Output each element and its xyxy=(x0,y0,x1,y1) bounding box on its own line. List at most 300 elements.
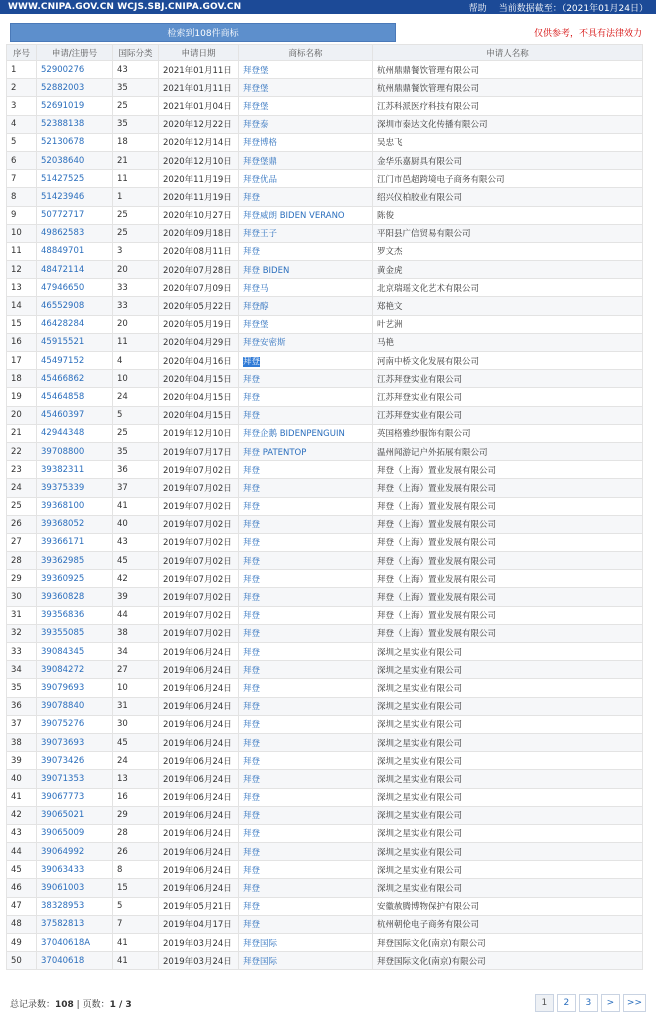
apply-date: 2020年12月14日 xyxy=(159,133,239,151)
reg-number-link[interactable]: 52900276 xyxy=(37,61,113,79)
mark-name-link[interactable]: 拜登 xyxy=(239,643,373,661)
reg-number-link[interactable]: 39360828 xyxy=(37,588,113,606)
intl-class: 25 xyxy=(113,224,159,242)
table-row xyxy=(7,588,643,606)
intl-class: 35 xyxy=(113,79,159,97)
row-index: 38 xyxy=(7,733,37,751)
reg-number-link[interactable]: 39084272 xyxy=(37,661,113,679)
applicant-name: 绍兴仪柏胶业有限公司 xyxy=(373,188,643,206)
applicant-name: 深圳之星实业有限公司 xyxy=(373,770,643,788)
table-row xyxy=(7,242,643,260)
applicant-name: 拜登（上海）置业发展有限公司 xyxy=(373,461,643,479)
reg-number-link[interactable]: 39073426 xyxy=(37,752,113,770)
applicant-name: 深圳之星实业有限公司 xyxy=(373,733,643,751)
table-row xyxy=(7,861,643,879)
row-index: 40 xyxy=(7,770,37,788)
reg-number-link[interactable]: 39078840 xyxy=(37,697,113,715)
apply-date: 2019年06月24日 xyxy=(159,843,239,861)
table-row xyxy=(7,497,643,515)
apply-date: 2019年06月24日 xyxy=(159,661,239,679)
mark-name-link[interactable]: 拜登 xyxy=(239,879,373,897)
help-link[interactable]: 帮助 xyxy=(468,3,487,14)
table-row xyxy=(7,570,643,588)
reg-number-link[interactable]: 39360925 xyxy=(37,570,113,588)
applicant-name: 吴忠飞 xyxy=(373,133,643,151)
next-page-button[interactable]: > xyxy=(601,994,620,1012)
row-index: 44 xyxy=(7,843,37,861)
mark-name-link[interactable]: 拜登博格 xyxy=(239,133,373,151)
mark-name-link[interactable]: 拜登堡 xyxy=(239,79,373,97)
row-index: 6 xyxy=(7,151,37,169)
reg-number-link[interactable]: 42944348 xyxy=(37,424,113,442)
reg-number-link[interactable]: 45460397 xyxy=(37,406,113,424)
row-index: 22 xyxy=(7,442,37,460)
intl-class: 41 xyxy=(113,497,159,515)
apply-date: 2019年06月24日 xyxy=(159,861,239,879)
reg-number-link[interactable]: 39366171 xyxy=(37,533,113,551)
table-row xyxy=(7,61,643,79)
mark-name-link[interactable]: 拜登 xyxy=(239,752,373,770)
col-header-reg-no: 申请/注册号 xyxy=(37,45,113,61)
intl-class: 11 xyxy=(113,333,159,351)
row-index: 10 xyxy=(7,224,37,242)
table-row xyxy=(7,261,643,279)
table-row xyxy=(7,133,643,151)
mark-name-link[interactable]: 拜登 xyxy=(239,806,373,824)
apply-date: 2019年07月02日 xyxy=(159,552,239,570)
row-index: 50 xyxy=(7,952,37,970)
apply-date: 2019年06月24日 xyxy=(159,733,239,751)
reg-number-link[interactable]: 51423946 xyxy=(37,188,113,206)
reg-number-link[interactable]: 39061003 xyxy=(37,879,113,897)
intl-class: 25 xyxy=(113,206,159,224)
summary-separator: | xyxy=(73,999,83,1010)
mark-name-link[interactable]: 拜登 xyxy=(239,497,373,515)
reg-number-link[interactable]: 39368100 xyxy=(37,497,113,515)
row-index: 26 xyxy=(7,515,37,533)
mark-name-link[interactable]: 拜登堡鼎 xyxy=(239,151,373,169)
apply-date: 2019年06月24日 xyxy=(159,879,239,897)
mark-name-link[interactable]: 拜登国际 xyxy=(239,952,373,970)
row-index: 39 xyxy=(7,752,37,770)
reg-number-link[interactable]: 45466862 xyxy=(37,370,113,388)
mark-name-link[interactable]: 拜登 xyxy=(239,242,373,260)
mark-name-link[interactable]: 拜登 xyxy=(239,570,373,588)
row-index: 14 xyxy=(7,297,37,315)
reg-number-link[interactable]: 50772717 xyxy=(37,206,113,224)
table-row xyxy=(7,515,643,533)
table-row xyxy=(7,315,643,333)
table-row xyxy=(7,206,643,224)
applicant-name: 江苏拜登实业有限公司 xyxy=(373,406,643,424)
reg-number-link[interactable]: 39355085 xyxy=(37,624,113,642)
intl-class: 25 xyxy=(113,97,159,115)
table-row xyxy=(7,170,643,188)
applicant-name: 平阳县广信贸易有限公司 xyxy=(373,224,643,242)
reg-number-link[interactable]: 39071353 xyxy=(37,770,113,788)
intl-class: 1 xyxy=(113,188,159,206)
mark-name-link[interactable]: 拜登 xyxy=(239,515,373,533)
mark-name-link[interactable]: 拜登 xyxy=(239,406,373,424)
applicant-name: 深圳之星实业有限公司 xyxy=(373,679,643,697)
mark-name-link[interactable]: 拜登 xyxy=(239,461,373,479)
applicant-name: 河南中桥文化发展有限公司 xyxy=(373,352,643,370)
intl-class: 4 xyxy=(113,352,159,370)
reg-number-link[interactable]: 52388138 xyxy=(37,115,113,133)
mark-name-link[interactable]: 拜登 xyxy=(239,824,373,842)
applicant-name: 杭州朝伦电子商务有限公司 xyxy=(373,915,643,933)
applicant-name: 拜登（上海）置业发展有限公司 xyxy=(373,552,643,570)
intl-class: 16 xyxy=(113,788,159,806)
apply-date: 2019年06月24日 xyxy=(159,752,239,770)
intl-class: 39 xyxy=(113,588,159,606)
row-index: 19 xyxy=(7,388,37,406)
row-index: 35 xyxy=(7,679,37,697)
apply-date: 2020年12月10日 xyxy=(159,151,239,169)
intl-class: 41 xyxy=(113,934,159,952)
intl-class: 25 xyxy=(113,424,159,442)
apply-date: 2019年12月10日 xyxy=(159,424,239,442)
mark-name-link[interactable]: 拜登王子 xyxy=(239,224,373,242)
table-row xyxy=(7,224,643,242)
site-url: WWW.CNIPA.GOV.CN WCJS.SBJ.CNIPA.GOV.CN xyxy=(8,2,242,12)
total-label: 总记录数： xyxy=(10,999,56,1010)
mark-name-link[interactable]: 拜登 xyxy=(239,588,373,606)
mark-name-link[interactable]: 拜登 xyxy=(239,843,373,861)
mark-name-link[interactable]: 拜登 xyxy=(239,552,373,570)
reg-number-link[interactable]: 45497152 xyxy=(37,352,113,370)
row-index: 30 xyxy=(7,588,37,606)
applicant-name: 拜登（上海）置业发展有限公司 xyxy=(373,479,643,497)
table-row xyxy=(7,461,643,479)
mark-name-link[interactable]: 拜登泰 xyxy=(239,115,373,133)
table-row xyxy=(7,661,643,679)
apply-date: 2020年08月11日 xyxy=(159,242,239,260)
row-index: 7 xyxy=(7,170,37,188)
apply-date: 2020年07月28日 xyxy=(159,261,239,279)
reg-number-link[interactable]: 39084345 xyxy=(37,643,113,661)
row-index: 31 xyxy=(7,606,37,624)
reg-number-link[interactable]: 39368052 xyxy=(37,515,113,533)
apply-date: 2021年01月11日 xyxy=(159,79,239,97)
applicant-name: 江苏拜登实业有限公司 xyxy=(373,388,643,406)
intl-class: 38 xyxy=(113,624,159,642)
reg-number-link[interactable]: 52130678 xyxy=(37,133,113,151)
mark-name-link[interactable]: 拜登国际 xyxy=(239,934,373,952)
mark-name-link[interactable]: 拜登 xyxy=(239,715,373,733)
reg-number-link[interactable]: 39067773 xyxy=(37,788,113,806)
applicant-name: 江苏拜登实业有限公司 xyxy=(373,370,643,388)
intl-class: 37 xyxy=(113,479,159,497)
applicant-name: 杭州鼎鼎餐饮管理有限公司 xyxy=(373,61,643,79)
mark-name-link[interactable]: 拜登醇 xyxy=(239,297,373,315)
apply-date: 2019年06月24日 xyxy=(159,770,239,788)
applicant-name: 温州闻游记户外拓展有限公司 xyxy=(373,442,643,460)
mark-name-link[interactable]: 拜登 xyxy=(239,788,373,806)
intl-class: 10 xyxy=(113,679,159,697)
mark-name-link[interactable]: 拜登 PATENTOP xyxy=(239,442,373,460)
col-header-date: 申请日期 xyxy=(159,45,239,61)
intl-class: 31 xyxy=(113,697,159,715)
apply-date: 2020年05月19日 xyxy=(159,315,239,333)
applicant-name: 拜登（上海）置业发展有限公司 xyxy=(373,515,643,533)
apply-date: 2019年07月17日 xyxy=(159,442,239,460)
mark-name-link[interactable]: 拜登安密斯 xyxy=(239,333,373,351)
reg-number-link[interactable]: 39063433 xyxy=(37,861,113,879)
applicant-name: 罗文杰 xyxy=(373,242,643,260)
apply-date: 2021年01月11日 xyxy=(159,61,239,79)
mark-name-link[interactable]: 拜登 xyxy=(239,697,373,715)
intl-class: 24 xyxy=(113,752,159,770)
apply-date: 2019年06月24日 xyxy=(159,806,239,824)
table-row xyxy=(7,442,643,460)
reg-number-link[interactable]: 45915521 xyxy=(37,333,113,351)
reg-number-link[interactable]: 51427525 xyxy=(37,170,113,188)
row-index: 42 xyxy=(7,806,37,824)
intl-class: 29 xyxy=(113,806,159,824)
page-count: 1 / 3 xyxy=(109,999,132,1010)
mark-name-link[interactable]: 拜登 xyxy=(239,770,373,788)
table-row xyxy=(7,752,643,770)
applicant-name: 深圳之星实业有限公司 xyxy=(373,824,643,842)
reg-number-link[interactable]: 49862583 xyxy=(37,224,113,242)
reg-number-link[interactable]: 39073693 xyxy=(37,733,113,751)
applicant-name: 拜登（上海）置业发展有限公司 xyxy=(373,570,643,588)
table-row xyxy=(7,679,643,697)
reg-number-link[interactable]: 47946650 xyxy=(37,279,113,297)
table-row xyxy=(7,352,643,370)
reg-number-link[interactable]: 52038640 xyxy=(37,151,113,169)
apply-date: 2019年07月02日 xyxy=(159,588,239,606)
row-index: 36 xyxy=(7,697,37,715)
intl-class: 35 xyxy=(113,442,159,460)
pages-label: 页数： xyxy=(82,999,110,1010)
reg-number-link[interactable]: 45464858 xyxy=(37,388,113,406)
table-row xyxy=(7,643,643,661)
page-2-button[interactable]: 2 xyxy=(557,994,576,1012)
table-row xyxy=(7,770,643,788)
row-index: 47 xyxy=(7,897,37,915)
intl-class: 11 xyxy=(113,170,159,188)
row-index: 12 xyxy=(7,261,37,279)
row-index: 13 xyxy=(7,279,37,297)
reg-number-link[interactable]: 39065009 xyxy=(37,824,113,842)
reg-number-link[interactable]: 39382311 xyxy=(37,461,113,479)
applicant-name: 北京瑞瑶文化艺术有限公司 xyxy=(373,279,643,297)
mark-name-link[interactable]: 拜登 xyxy=(239,388,373,406)
row-index: 23 xyxy=(7,461,37,479)
footer xyxy=(0,991,656,1015)
intl-class: 40 xyxy=(113,515,159,533)
applicant-name: 江苏科派医疗科技有限公司 xyxy=(373,97,643,115)
intl-class: 42 xyxy=(113,570,159,588)
intl-class: 20 xyxy=(113,261,159,279)
applicant-name: 深圳之星实业有限公司 xyxy=(373,843,643,861)
apply-date: 2019年06月24日 xyxy=(159,788,239,806)
col-header-applicant: 申请人名称 xyxy=(373,45,643,61)
applicant-name: 拜登（上海）置业发展有限公司 xyxy=(373,606,643,624)
apply-date: 2019年06月24日 xyxy=(159,697,239,715)
disclaimer: 仅供参考，不具有法律效力 xyxy=(533,29,642,39)
apply-date: 2019年06月24日 xyxy=(159,679,239,697)
mark-name-link[interactable]: 拜登堡 xyxy=(239,97,373,115)
apply-date: 2019年06月24日 xyxy=(159,824,239,842)
mark-name-link[interactable]: 拜登 xyxy=(239,861,373,879)
apply-date: 2019年07月02日 xyxy=(159,497,239,515)
table-row xyxy=(7,697,643,715)
intl-class: 18 xyxy=(113,133,159,151)
intl-class: 43 xyxy=(113,61,159,79)
mark-name-link[interactable]: 拜登堡 xyxy=(239,61,373,79)
mark-name-link[interactable]: 拜登 BIDEN xyxy=(239,261,373,279)
reg-number-link[interactable]: 52691019 xyxy=(37,97,113,115)
reg-number-link[interactable]: 37040618 xyxy=(37,952,113,970)
page-3-button[interactable]: 3 xyxy=(579,994,598,1012)
apply-date: 2020年09月18日 xyxy=(159,224,239,242)
row-index: 11 xyxy=(7,242,37,260)
applicant-name: 深圳之星实业有限公司 xyxy=(373,643,643,661)
table-row xyxy=(7,188,643,206)
table-row xyxy=(7,552,643,570)
mark-name-link[interactable]: 拜登马 xyxy=(239,279,373,297)
mark-name-link[interactable]: 拜登 xyxy=(239,897,373,915)
mark-name-link[interactable]: 拜登 xyxy=(239,679,373,697)
intl-class: 26 xyxy=(113,843,159,861)
reg-number-link[interactable]: 37582813 xyxy=(37,915,113,933)
apply-date: 2020年05月22日 xyxy=(159,297,239,315)
row-index: 32 xyxy=(7,624,37,642)
table-row xyxy=(7,733,643,751)
apply-date: 2019年06月24日 xyxy=(159,715,239,733)
row-index: 1 xyxy=(7,61,37,79)
reg-number-link[interactable]: 38328953 xyxy=(37,897,113,915)
top-bar xyxy=(0,0,656,14)
row-index: 43 xyxy=(7,824,37,842)
row-index: 2 xyxy=(7,79,37,97)
mark-name-link[interactable]: 拜登 xyxy=(239,624,373,642)
reg-number-link[interactable]: 39079693 xyxy=(37,679,113,697)
apply-date: 2019年03月24日 xyxy=(159,952,239,970)
mark-name-link[interactable]: 拜登 xyxy=(239,188,373,206)
selected-text-highlight: 拜登 xyxy=(243,356,261,367)
table-row xyxy=(7,370,643,388)
mark-name-link[interactable]: 拜登 xyxy=(239,733,373,751)
reg-number-link[interactable]: 39356836 xyxy=(37,606,113,624)
mark-name-link[interactable]: 拜登威朗 BIDEN VERANO xyxy=(239,206,373,224)
result-banner xyxy=(0,14,656,44)
last-page-button[interactable]: >> xyxy=(623,994,646,1012)
mark-name-link[interactable]: 拜登企鹅 BIDENPENGUIN xyxy=(239,424,373,442)
table-row xyxy=(7,79,643,97)
row-index: 5 xyxy=(7,133,37,151)
applicant-name: 深圳市泰达文化传播有限公司 xyxy=(373,115,643,133)
pagination xyxy=(535,994,646,1012)
row-index: 29 xyxy=(7,570,37,588)
applicant-name: 深圳之星实业有限公司 xyxy=(373,697,643,715)
reg-number-link[interactable]: 39075276 xyxy=(37,715,113,733)
reg-number-link[interactable]: 39065021 xyxy=(37,806,113,824)
table-row xyxy=(7,715,643,733)
intl-class: 45 xyxy=(113,733,159,751)
row-index: 45 xyxy=(7,861,37,879)
reg-number-link[interactable]: 39375339 xyxy=(37,479,113,497)
row-index: 48 xyxy=(7,915,37,933)
table-row xyxy=(7,333,643,351)
applicant-name: 深圳之星实业有限公司 xyxy=(373,661,643,679)
mark-name-link[interactable]: 拜登优品 xyxy=(239,170,373,188)
apply-date: 2019年05月21日 xyxy=(159,897,239,915)
reg-number-link[interactable]: 48472114 xyxy=(37,261,113,279)
intl-class: 20 xyxy=(113,315,159,333)
mark-name-link[interactable]: 拜登 xyxy=(239,661,373,679)
table-row xyxy=(7,151,643,169)
applicant-name: 安徽赦腾博物保护有限公司 xyxy=(373,897,643,915)
mark-name-link[interactable]: 拜登 xyxy=(239,533,373,551)
reg-number-link[interactable]: 48849701 xyxy=(37,242,113,260)
reg-number-link[interactable]: 39362985 xyxy=(37,552,113,570)
mark-name-link[interactable]: 拜登 xyxy=(239,915,373,933)
intl-class: 34 xyxy=(113,643,159,661)
mark-name-link[interactable]: 拜登 xyxy=(239,479,373,497)
table-row xyxy=(7,915,643,933)
intl-class: 43 xyxy=(113,533,159,551)
apply-date: 2019年07月02日 xyxy=(159,461,239,479)
row-index: 18 xyxy=(7,370,37,388)
table-row xyxy=(7,843,643,861)
row-index: 9 xyxy=(7,206,37,224)
intl-class: 10 xyxy=(113,370,159,388)
apply-date: 2020年04月29日 xyxy=(159,333,239,351)
row-index: 15 xyxy=(7,315,37,333)
row-index: 25 xyxy=(7,497,37,515)
mark-name-link[interactable] xyxy=(239,352,373,370)
col-header-index: 序号 xyxy=(7,45,37,61)
table-row xyxy=(7,934,643,952)
reg-number-link[interactable]: 39064992 xyxy=(37,843,113,861)
table-row xyxy=(7,533,643,551)
mark-name-link[interactable]: 拜登堡 xyxy=(239,315,373,333)
table-row xyxy=(7,115,643,133)
intl-class: 28 xyxy=(113,824,159,842)
table-row xyxy=(7,806,643,824)
apply-date: 2019年07月02日 xyxy=(159,479,239,497)
applicant-name: 拜登（上海）置业发展有限公司 xyxy=(373,624,643,642)
mark-name-link[interactable]: 拜登 xyxy=(239,370,373,388)
apply-date: 2019年07月02日 xyxy=(159,533,239,551)
apply-date: 2020年04月15日 xyxy=(159,388,239,406)
reg-number-link[interactable]: 39708800 xyxy=(37,442,113,460)
reg-number-link[interactable]: 46428284 xyxy=(37,315,113,333)
mark-name-link[interactable]: 拜登 xyxy=(239,606,373,624)
reg-number-link[interactable]: 37040618A xyxy=(37,934,113,952)
apply-date: 2020年11月19日 xyxy=(159,188,239,206)
table-row xyxy=(7,606,643,624)
intl-class: 33 xyxy=(113,297,159,315)
row-index: 3 xyxy=(7,97,37,115)
apply-date: 2019年07月02日 xyxy=(159,606,239,624)
reg-number-link[interactable]: 52882003 xyxy=(37,79,113,97)
row-index: 4 xyxy=(7,115,37,133)
page-1-button[interactable]: 1 xyxy=(535,994,554,1012)
apply-date: 2020年11月19日 xyxy=(159,170,239,188)
reg-number-link[interactable]: 46552908 xyxy=(37,297,113,315)
row-index: 16 xyxy=(7,333,37,351)
apply-date: 2019年07月02日 xyxy=(159,515,239,533)
applicant-name: 深圳之星实业有限公司 xyxy=(373,879,643,897)
apply-date: 2019年03月24日 xyxy=(159,934,239,952)
intl-class: 36 xyxy=(113,461,159,479)
applicant-name: 黄金虎 xyxy=(373,261,643,279)
